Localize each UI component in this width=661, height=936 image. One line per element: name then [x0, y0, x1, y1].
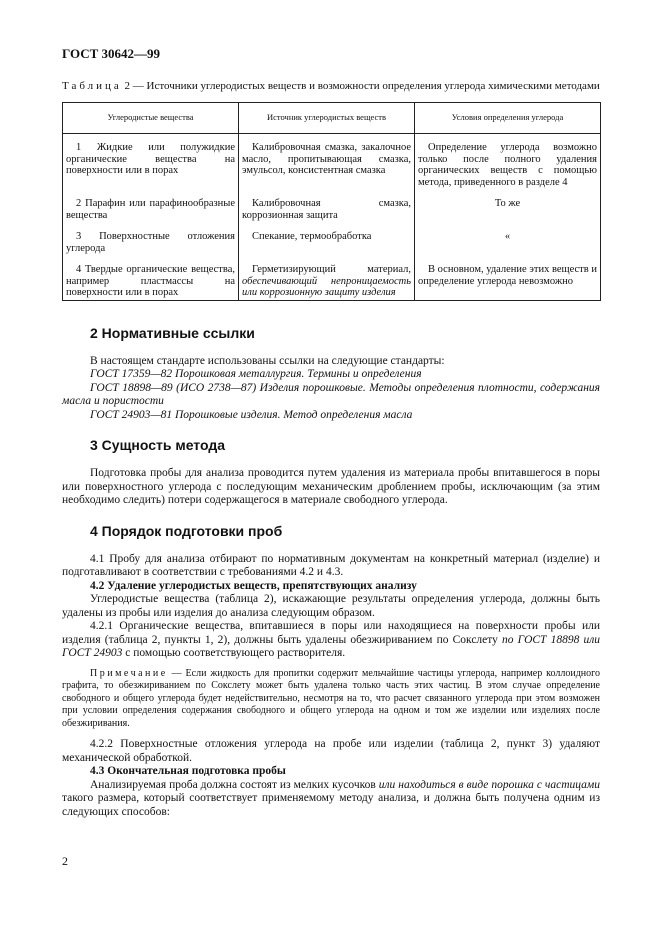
column-header: Источник углеродистых веществ [239, 103, 415, 134]
table-cell [63, 188, 239, 221]
cell-text: Герметизирующий материал, [252, 264, 411, 275]
text-run-italic: по ГОСТ 18898 или ГОСТ 24903 [62, 633, 600, 659]
reference-item: ГОСТ 18898—89 (ИСО 2738—87) Изделия порошковые. Методы определения плотности, содержания масла и пористости [62, 381, 600, 407]
cell-text: Определение углерода возможно только после полного удаления органических веществ с помощью метода, приведенного в разделе 4 [418, 142, 597, 188]
table-cell: То же [415, 188, 601, 221]
note [62, 668, 600, 731]
cell-text: 3 Поверхностные отложения углерода [66, 231, 235, 254]
table-cell [239, 221, 415, 254]
section-3-title: 3 Сущность метода [90, 437, 226, 453]
document-id: ГОСТ 30642—99 [62, 46, 161, 61]
cell-text: Спекание, термообработка [252, 231, 372, 242]
text-run: 4.2.1 Органические вещества, впитавшиеся в поры или находящиеся на поверхности пробы или изделия (таблица 2, пункты 1, 2), должны быть удалены обезжириванием по Сокслету [62, 620, 600, 646]
note-label: Примечание [90, 667, 168, 679]
section-2-title: 2 Нормативные ссылки [90, 324, 255, 341]
table-cell [63, 254, 239, 300]
paragraph-4-2: Углеродистые вещества (таблица 2), искажающие результаты определения углерода, должны быть удалены из пробы или изделия до анализа следующим образом. [62, 593, 600, 619]
table-cell [63, 134, 239, 189]
paragraph-4-3 [62, 779, 600, 820]
subsection-4-3-title: 4.3 Окончательная подготовка пробы [90, 765, 286, 777]
table-cell [63, 221, 239, 254]
text-run: с помощью соответствующего растворителя. [122, 647, 346, 659]
table-header-row [63, 103, 601, 134]
text-run: Анализируемая проба должна состоят из мелких кусочков [90, 778, 379, 791]
reference-item: ГОСТ 24903—81 Порошковые изделия. Метод определения масла [90, 408, 413, 421]
column-header: Углеродистые вещества [63, 103, 239, 134]
table-cell [239, 134, 415, 189]
column-header: Условия определения углерода [415, 103, 601, 134]
section-2-intro: В настоящем стандарте использованы ссылки на следующие стандарты: [90, 354, 445, 367]
table-cell [239, 188, 415, 221]
cell-text: Калибровочная смазка, закалочное масло, пропитывающая смазка, эмульсол, консистентная смазка [242, 142, 411, 176]
paragraph-4-1: 4.1 Пробу для анализа отбирают по нормативным документам на конкретный материал (изделие) и подготавливают в соответствии с требованиями 4.2 и 4.3. [62, 552, 600, 578]
note-text: — Если жидкость для пропитки содержит мельчайшие частицы углерода, например коллоидного графита, то обезжириванием по Сокслету может быть удалена только часть этих частиц. В этом случае определение свободного и общего углерода будет недействительно, несмотря на то, что расчет связанного углерода при этом возможен при условии определения содержания свободного и общего углерода на одном и том же изделии или изделиях после обезжиривания. [62, 667, 600, 729]
table-2 [62, 102, 601, 301]
cell-text: 4 Твердые органические вещества, например пластмассы на поверхности или в порах [66, 264, 235, 298]
table-cell: « [415, 221, 601, 254]
section-3-text: Подготовка пробы для анализа проводится путем удаления из материала пробы впитавшегося в поры или поверхностного углерода с последующим механическим дроблением пробы, исключающим (за этим необходимо следить) потери содержащегося в материале свободного углерода. [62, 467, 600, 506]
text-run: такого размера, который соответствует применяемому методу анализа, и должна быть получена одним из следующих способов: [62, 792, 600, 818]
table-row [63, 188, 601, 221]
subsection-4-2-title: 4.2 Удаление углеродистых веществ, препятствующих анализу [90, 579, 417, 592]
table-caption [62, 80, 600, 93]
table-cell [239, 254, 415, 300]
table-caption-word: Таблица [62, 80, 122, 92]
table-row [63, 254, 601, 300]
cell-text: Калибровочная смазка, коррозионная защита [242, 198, 411, 221]
paragraph-4-2-2: 4.2.2 Поверхностные отложения углерода на пробе или изделии (таблица 2, пункт 3) удаляют механической обработкой. [62, 738, 600, 764]
table-cell [415, 254, 601, 300]
page [62, 46, 600, 819]
cell-text: В основном, удаление этих веществ и определение углерода невозможно [418, 264, 597, 287]
table-caption-number: 2 [124, 80, 131, 92]
text-run-italic: или находиться в виде порошка с частицами [378, 778, 600, 791]
page-number: 2 [62, 854, 68, 868]
table-row [63, 221, 601, 254]
section-4-title: 4 Порядок подготовки проб [90, 522, 283, 539]
cell-text: 2 Парафин или парафинообразные вещества [66, 198, 235, 221]
table-caption-text: — Источники углеродистых веществ и возможности определения углерода химическими методами [130, 80, 600, 92]
table-row [63, 134, 601, 189]
paragraph-4-2-1 [62, 620, 600, 661]
cell-text: 1 Жидкие или полужидкие органические вещества на поверхности или в порах [66, 142, 235, 176]
reference-item: ГОСТ 17359—82 Порошковая металлургия. Термины и определения [90, 368, 422, 380]
cell-text-italic: обеспечивающий непроницаемость или коррозионную защиту изделия [242, 275, 411, 298]
table-cell [415, 134, 601, 189]
